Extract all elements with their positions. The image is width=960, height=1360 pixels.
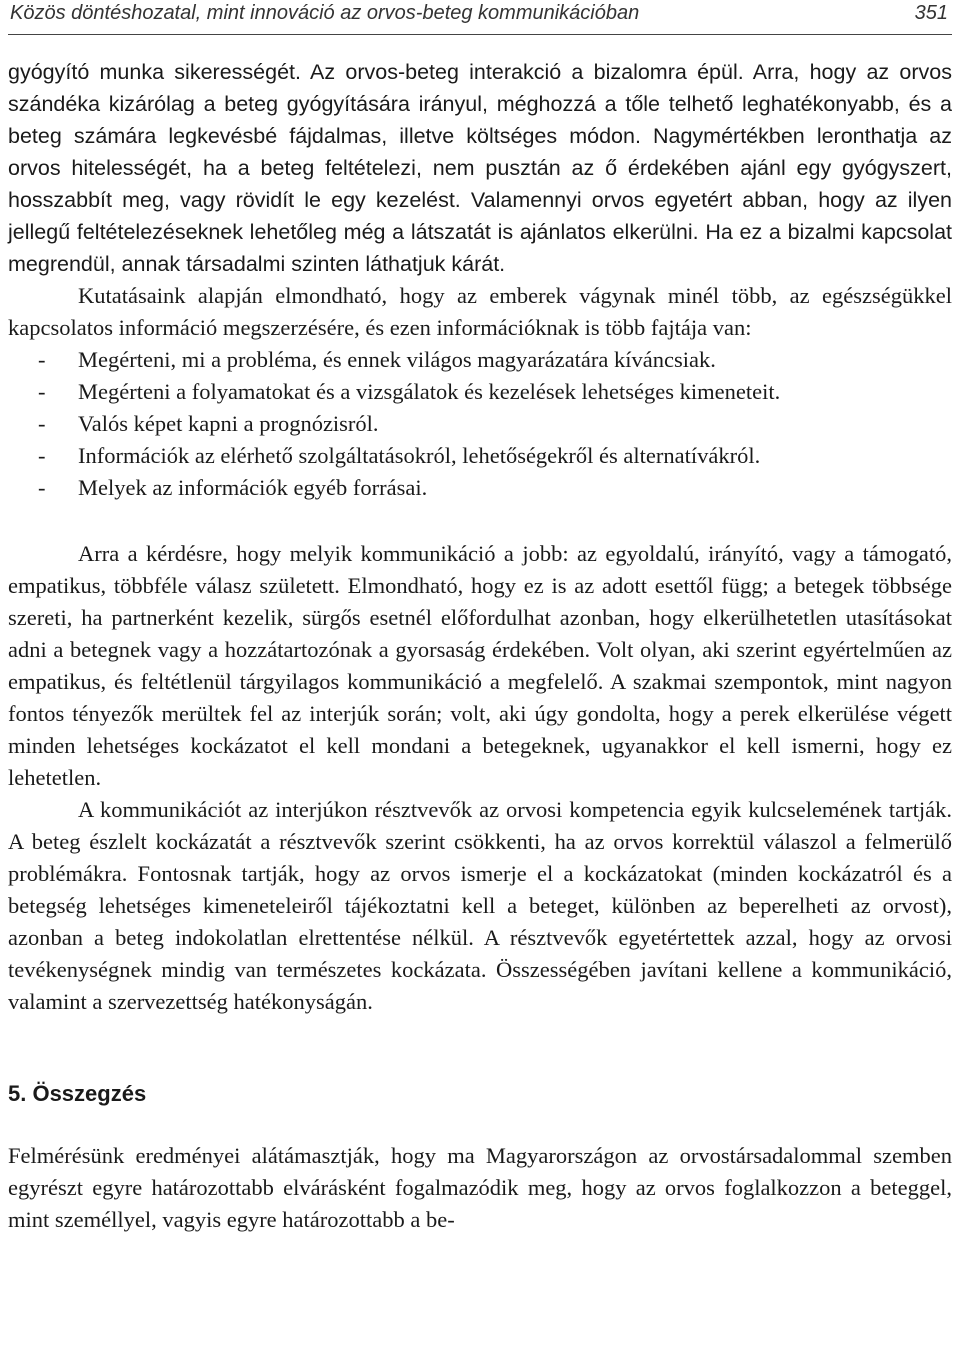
document-body bbox=[8, 56, 952, 1236]
paragraph-3: Arra a kérdésre, hogy melyik kommunikáció a jobb: az egyoldalú, irányító, vagy a támogató, empatikus, többféle válasz született. Elmondható, hogy ez is az adott esettől függ; a betegek többsége szereti, ha partnerként kezelik, sürgős esetnél előfordulhat azonban, hogy elkerülhetetlen utasításokat adni a betegnek vagy a hozzátartozónak a gyorsaság érdekében. Volt olyan, aki szerint egyértelműen az empatikus, és feltétlenül tárgyilagos kommunikáció a megfelelő. A szakmai szempontok, mint nagyon fontos tényezők merültek fel az interjúk során; volt, aki úgy gondolta, hogy a perek elkerülése végett minden lehetséges kockázatot el kell mondani a betegeknek, ugyanakkor el kell ismerni, hogy ez lehetetlen. bbox=[8, 541, 952, 790]
paragraph-4: A kommunikációt az interjúkon résztvevők az orvosi kompetencia egyik kulcselemének tartják. A beteg észlelt kockázatát a résztvevők szerint csökkenti, ha az orvos korrektül válaszol a felmerülő problémákra. Fontosnak tartják, hogy az orvos ismerje el a kockázatokat (minden kockázatról és a betegség lehetséges kimeneteleiről tájékoztatni kell a beteget, különben az beperelheti az orvost), azonban a beteg indokolatlan elrettentése nélkül. A résztvevők egyetértettek azzal, hogy az orvosi tevékenységnek mindig van természetes kockázata. Összességében javítani kellene a kommunikáció, valamint a szervezettség hatékonyságán. bbox=[8, 797, 952, 1014]
spacer bbox=[8, 504, 952, 538]
list-item-text: Megérteni, mi a probléma, és ennek világos magyarázatára kíváncsiak. bbox=[78, 347, 716, 372]
paragraph-2: Kutatásaink alapján elmondható, hogy az emberek vágynak minél több, az egészségükkel kapcsolatos információ megszerzésére, és ezen információknak is több fajtája van: bbox=[8, 283, 952, 340]
bullet-list bbox=[8, 344, 952, 504]
list-dash: - bbox=[38, 379, 46, 404]
list-item-text: Melyek az információk egyéb forrásai. bbox=[78, 475, 428, 500]
paragraph-5: Felmérésünk eredményei alátámasztják, hogy ma Magyarországon az orvostársadalommal szemben egyrészt egyre határozottabb elvárásként fogalmazódik meg, hogy az orvos foglalkozzon a beteggel, mint személlyel, vagyis egyre határozottabb a be- bbox=[8, 1143, 952, 1232]
list-item bbox=[8, 472, 952, 504]
list-item-text: Valós képet kapni a prognózisról. bbox=[78, 411, 379, 436]
list-dash: - bbox=[38, 443, 46, 468]
list-item bbox=[8, 440, 952, 472]
list-dash: - bbox=[38, 347, 46, 372]
list-dash: - bbox=[38, 411, 46, 436]
list-item bbox=[8, 344, 952, 376]
spacer bbox=[8, 1110, 952, 1140]
section-heading: 5. Összegzés bbox=[8, 1081, 147, 1106]
paragraph-1: gyógyító munka sikerességét. Az orvos-beteg interakció a bizalomra épül. Arra, hogy az orvos szándéka kizárólag a beteg gyógyítására irányul, méghozzá a tőle telhető leghatékonyabb, és a beteg számára legkevésbé fájdalmas, illetve költséges módon. Nagymértékben leronthatja az orvos hitelességét, ha a beteg feltételezi, nem pusztán az ő érdekében ajánl egy gyógyszert, hosszabbít meg, vagy rövidít le egy kezelést. Valamennyi orvos egyetért abban, hogy az ilyen jellegű feltételezéseknek lehetőleg még a látszatát is ajánlatos elkerülni. Ha ez a bizalmi kapcsolat megrendül, annak társadalmi szinten láthatjuk kárát. bbox=[8, 60, 952, 276]
running-header bbox=[8, 0, 952, 35]
list-item-text: Megérteni a folyamatokat és a vizsgálatok és kezelések lehetséges kimeneteit. bbox=[78, 379, 781, 404]
list-dash: - bbox=[38, 475, 46, 500]
list-item bbox=[8, 408, 952, 440]
page-number: 351 bbox=[914, 2, 948, 24]
running-title: Közös döntéshozatal, mint innováció az orvos-beteg kommunikációban bbox=[10, 2, 640, 24]
spacer bbox=[8, 1018, 952, 1078]
list-item bbox=[8, 376, 952, 408]
list-item-text: Információk az elérhető szolgáltatásokról, lehetőségekről és alternatívákról. bbox=[78, 443, 761, 468]
